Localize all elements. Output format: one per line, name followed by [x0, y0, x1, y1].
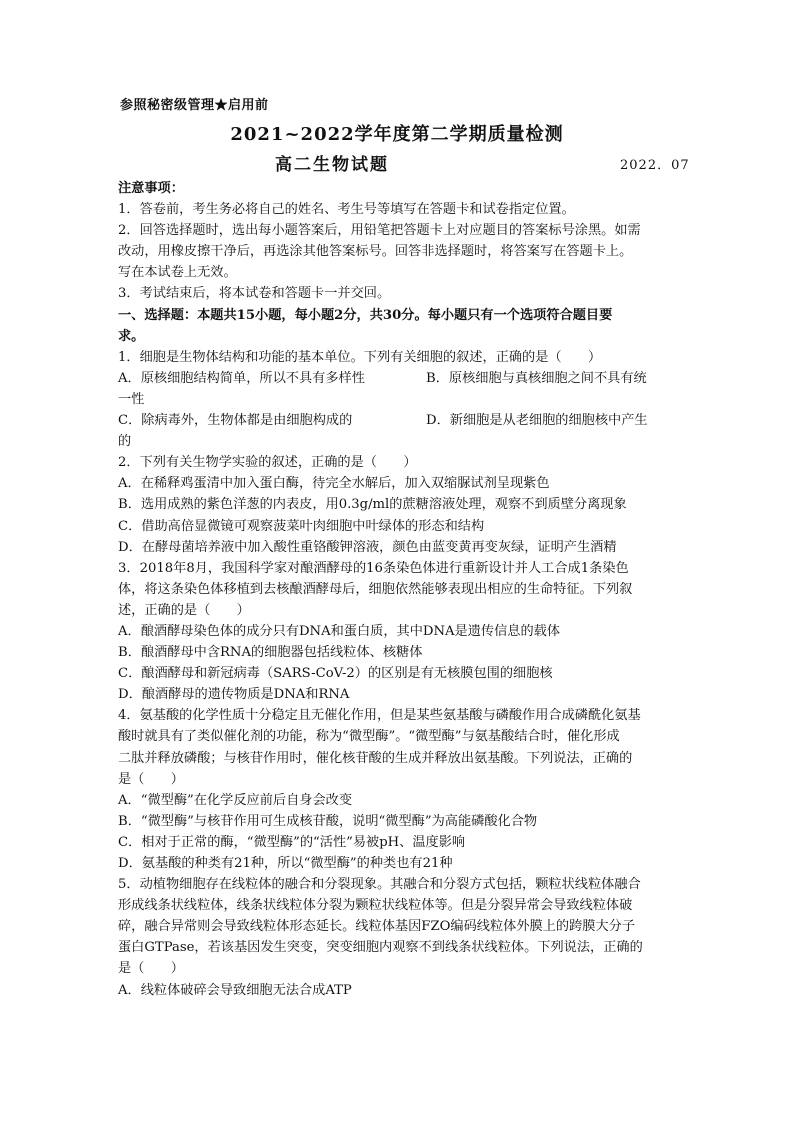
note-1: 1．答卷前，考生务必将自己的姓名、考生号等填写在答题卡和试卷指定位置。	[118, 202, 575, 218]
q3-option-d: D．酿酒酵母的遗传物质是DNA和RNA	[118, 687, 350, 703]
q5-stem-line-2: 形成线条状线粒体，线条状线粒体分裂为颗粒状线粒体等。但是分裂异常会导致线粒体破	[118, 898, 633, 914]
q2-stem: 2．下列有关生物学实验的叙述，正确的是（ ）	[118, 455, 417, 471]
q4-option-b: B．“微型酶”与核苷作用可生成核苷酸，说明“微型酶”为高能磷酸化合物	[118, 813, 538, 829]
notes-heading: 注意事项：	[118, 181, 184, 196]
q4-option-d: D．氨基酸的种类有21种，所以“微型酶”的种类也有21种	[118, 856, 453, 871]
note-3: 3．考试结束后，将本试卷和答题卡一并交回。	[118, 286, 391, 302]
section-1-heading-line-1: 一、选择题：本题共15小题，每小题2分，共30分。每小题只有一个选项符合题目要	[118, 307, 613, 323]
q3-option-c: C．酿酒酵母和新冠病毒（SARS-CoV-2）的区别是有无核膜包围的细胞核	[118, 666, 553, 682]
q4-option-a: A．“微型酶”在化学反应前后自身会改变	[118, 792, 353, 808]
q2-option-b: B．选用成熟的紫色洋葱的内表皮，用0.3g/ml的蔗糖溶液处理，观察不到质壁分离现象	[118, 497, 627, 513]
exam-subtitle: 高二生物试题	[275, 155, 389, 175]
q2-option-c: C．借助高倍显微镜可观察菠菜叶肉细胞中叶绿体的形态和结构	[118, 518, 485, 534]
note-2-line-1: 2．回答选择题时，选出每小题答案后，用铅笔把答题卡上对应题目的答案标号涂黑。如需	[118, 223, 641, 239]
q5-stem-line-3: 碎，融合异常则会导致线粒体形态延长。线粒体基因FZO编码线粒体外膜上的跨膜大分子	[118, 919, 636, 935]
note-2-line-2: 改动，用橡皮擦干净后，再选涂其他答案标号。回答非选择题时，将答案写在答题卡上。	[118, 244, 633, 260]
q2-option-a: A．在稀释鸡蛋清中加入蛋白酶，待完全水解后，加入双缩脲试剂呈现紫色	[118, 476, 550, 492]
q4-stem-line-2: 酸时就具有了类似催化剂的功能，称为“微型酶”。“微型酶”与氨基酸结合时，催化形成	[118, 729, 620, 745]
q1-option-b-cont: 一性	[118, 391, 145, 407]
q5-stem-line-5: 是（ ）	[118, 961, 184, 977]
q3-stem-line-2: 体，将这条染色体移植到去核酿酒酵母后，细胞依然能够表现出相应的生命特征。下列叙	[118, 581, 633, 597]
q1-option-b: B．原核细胞与真核细胞之间不具有统	[426, 370, 647, 386]
q3-stem-line-1: 3．2018年8月，我国科学家对酿酒酵母的16条染色体进行重新设计并人工合成1条染色	[118, 560, 629, 576]
q4-stem-line-3: 二肽并释放磷酸；与核苷作用时，催化核苷酸的生成并释放出氨基酸。下列说法，正确的	[118, 750, 633, 766]
q1-options-cd	[118, 410, 678, 431]
exam-body	[118, 178, 678, 1001]
secret-mark: 参照秘密级管理★启用前	[120, 98, 269, 113]
q4-stem-line-1: 4．氨基酸的化学性质十分稳定且无催化作用，但是某些氨基酸与磷酸作用合成磷酰化氨基	[118, 708, 641, 724]
q4-option-c: C．相对于正常的酶，“微型酶”的“活性”易被pH、温度影响	[118, 834, 466, 850]
q3-option-a: A．酿酒酵母染色体的成分只有DNA和蛋白质，其中DNA是遗传信息的载体	[118, 623, 561, 639]
q5-stem-line-1: 5．动植物细胞存在线粒体的融合和分裂现象。其融合和分裂方式包括，颗粒状线粒体融合	[118, 877, 641, 893]
q5-option-a: A．线粒体破碎会导致细胞无法合成ATP	[118, 982, 352, 998]
exam-title: 2021~2022学年度第二学期质量检测	[230, 124, 564, 145]
exam-date: 2022．07	[620, 158, 690, 173]
q1-option-d-cont: 的	[118, 434, 132, 450]
q3-stem-line-3: 述，正确的是（ ）	[118, 602, 250, 618]
q1-options-ab	[118, 368, 678, 389]
q2-option-d: D．在酵母菌培养液中加入酸性重铬酸钾溶液，颜色由蓝变黄再变灰绿，证明产生酒精	[118, 539, 617, 555]
note-2-line-3: 写在本试卷上无效。	[118, 265, 237, 281]
q1-option-d: D．新细胞是从老细胞的细胞核中产生	[426, 413, 648, 429]
q1-option-c: C．除病毒外，生物体都是由细胞构成的	[118, 413, 353, 429]
section-1-heading-line-2: 求。	[118, 328, 145, 344]
q1-option-a: A．原核细胞结构简单，所以不具有多样性	[118, 370, 365, 386]
q3-option-b: B．酿酒酵母中含RNA的细胞器包括线粒体、核糖体	[118, 645, 423, 661]
q5-stem-line-4: 蛋白GTPase，若该基因发生突变，突变细胞内观察不到线条状线粒体。下列说法，正确的	[118, 940, 643, 956]
q1-stem: 1．细胞是生物体结构和功能的基本单位。下列有关细胞的叙述，正确的是（ ）	[118, 349, 602, 365]
q4-stem-line-4: 是（ ）	[118, 771, 184, 787]
